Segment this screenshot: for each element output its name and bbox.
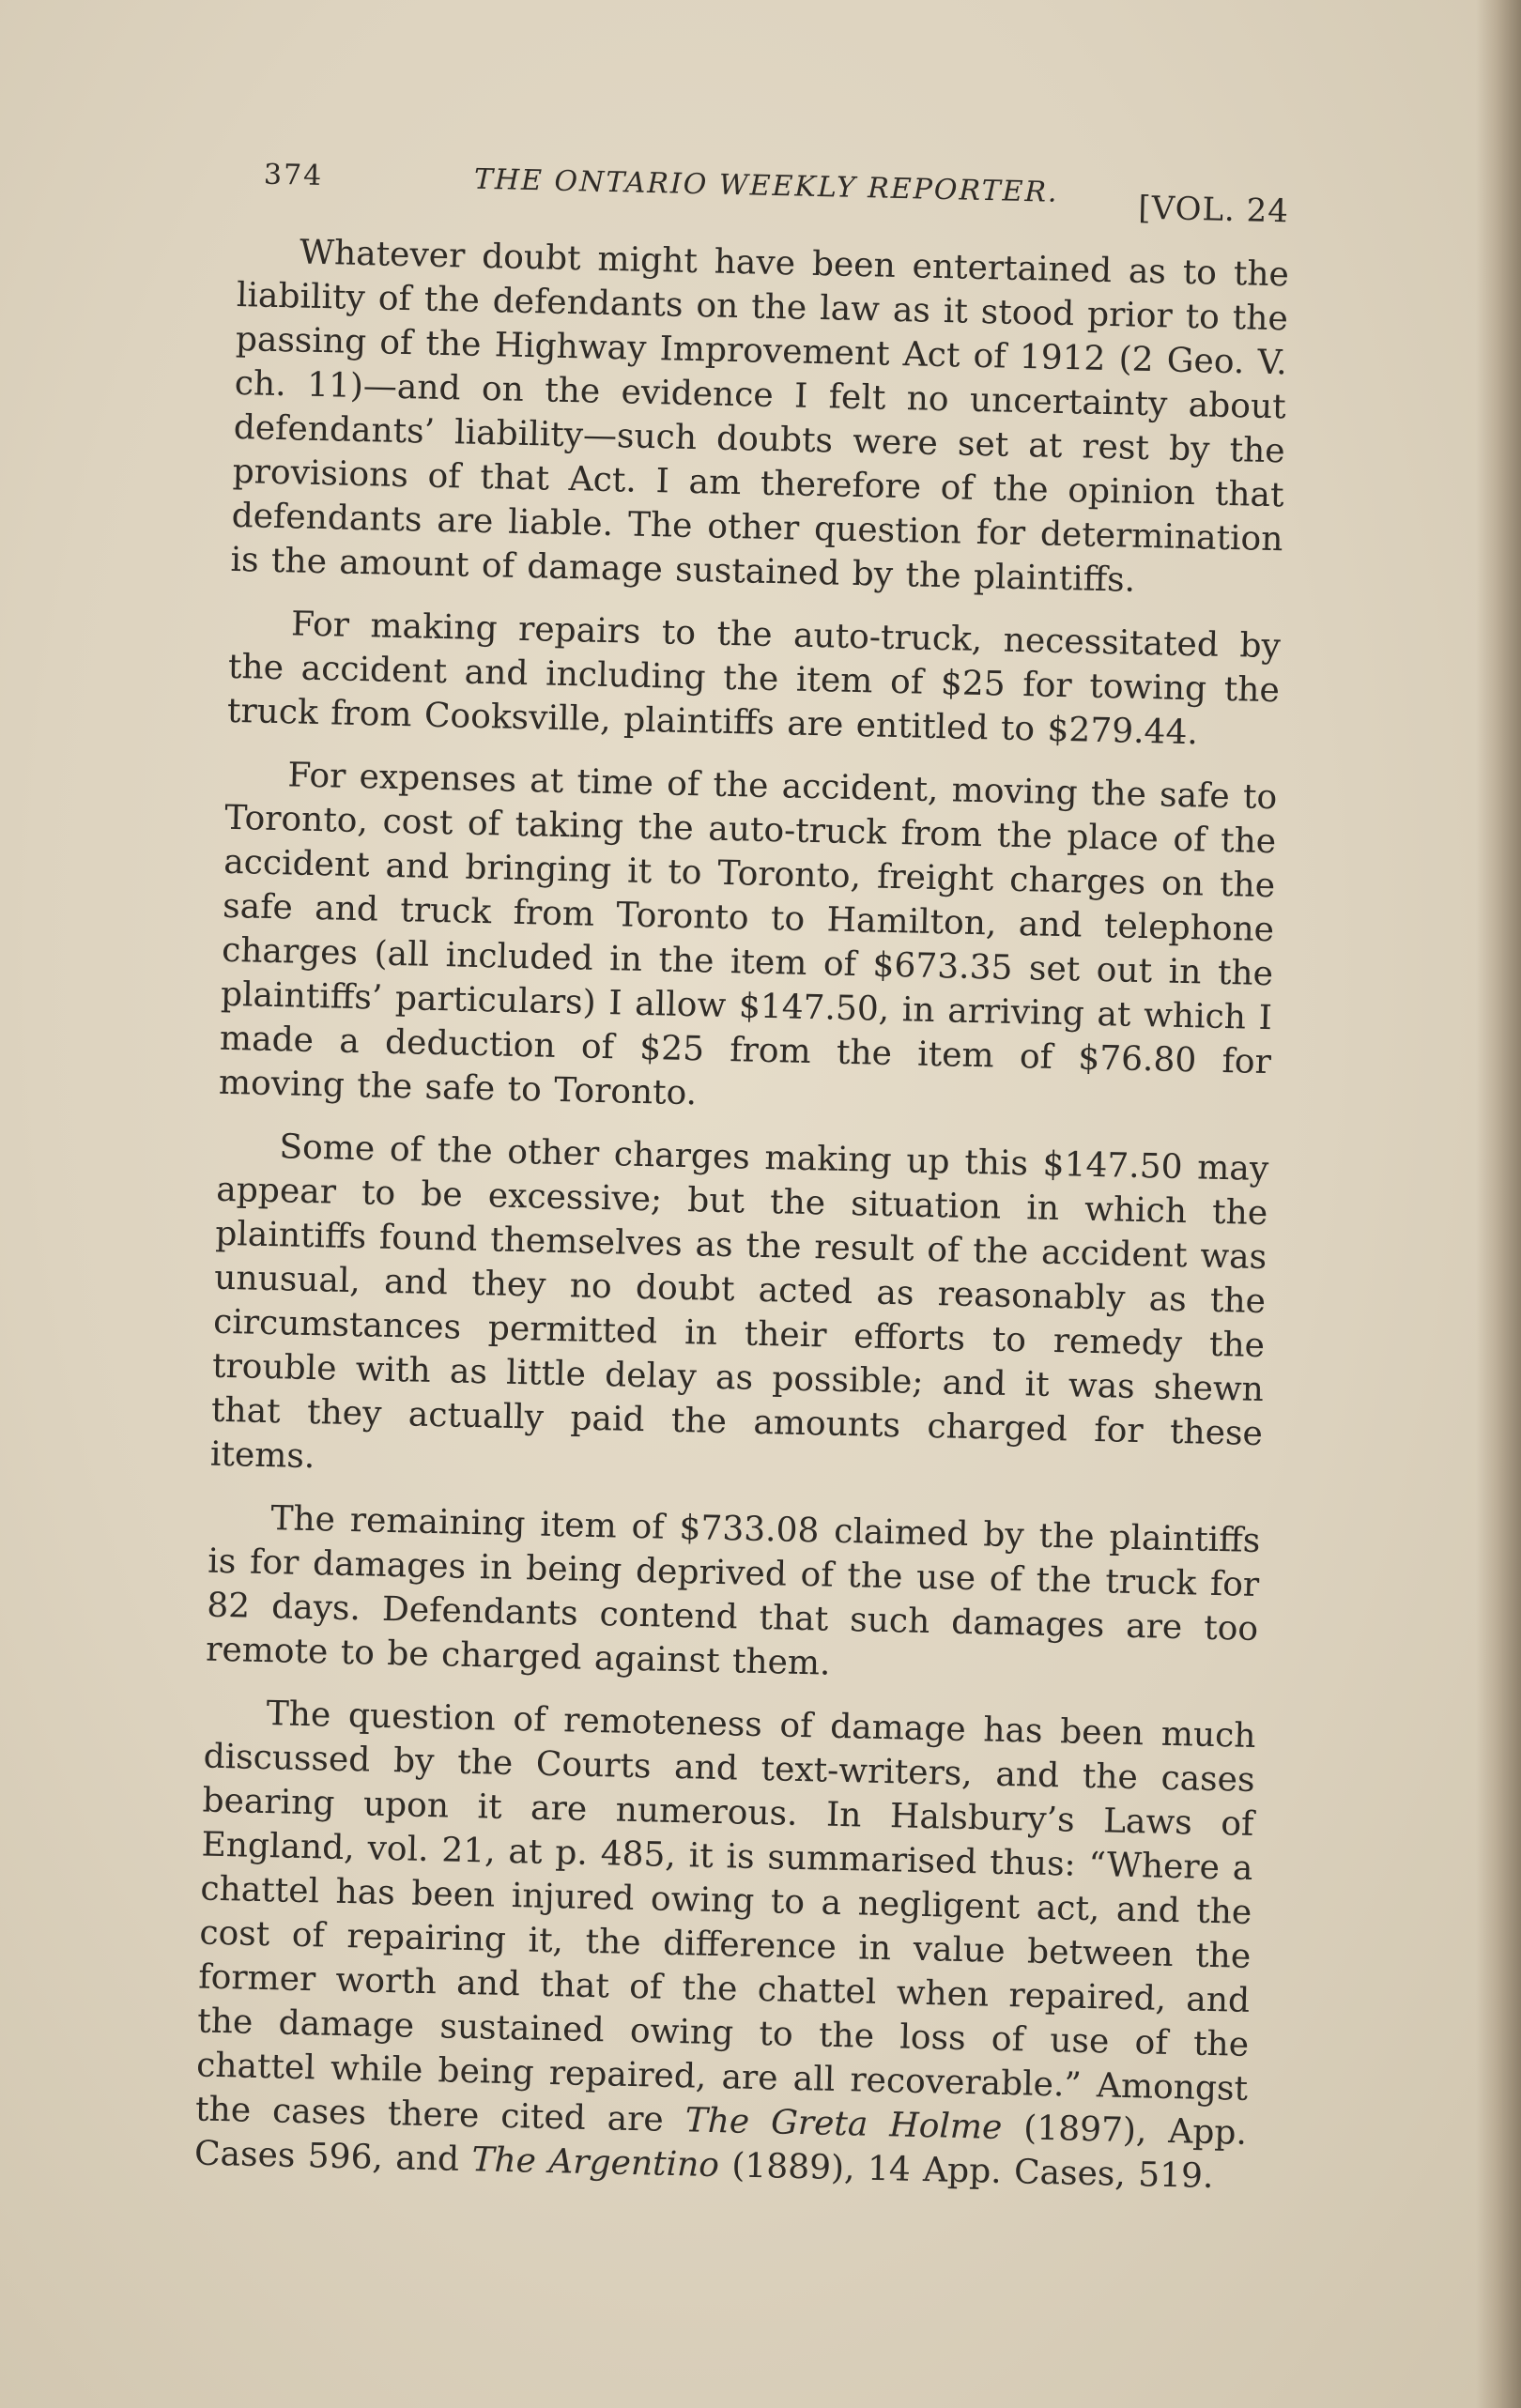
case-citation-greta-holme: The Greta Holme xyxy=(684,2101,1003,2147)
remoteness-text-middle: (1897), App. Cases 596, and xyxy=(193,2108,1248,2180)
remoteness-text-end: (1889), 14 App. Cases, 519. xyxy=(718,2146,1214,2197)
paragraph-liability: Whatever doubt might have been entertained as to the liability of the defendants on the law as it stood prior to the passing of the Highway Improvement Act of 1912 (2 Geo. V. ch. 11)—and on the evidence I felt no uncertainty about defendants’ liability—such doubts were set at rest by the provisions of that Act. I am therefore of the opinion that defendants are liable. The other question for determination is the amount of damage sustained by the plaintiffs. xyxy=(230,233,1290,600)
paragraph-remaining-item: The remaining item of $733.08 claimed by the plaintiffs is for damages in being deprived of the use of the truck for 82 days. Defendants contend that such damages are too remote to be charged against them. xyxy=(205,1499,1261,1683)
remoteness-text: The question of remoteness of damage has been much discussed by the Courts and text-writers, and the cases bearing upon it are numerous. In Halsbury’s Laws of England, vol. 21, at p. 485, it is summarised thus: “Where a chattel has been injured owing to a negligent act, and the cost of repairing it, the difference in value between the former worth and that of the chattel when repaired, and the damage sustained owing to the loss of use of the chattel while being repaired, are all recoverable.” Amongst the cases there cited are xyxy=(194,1695,1256,2140)
volume-number: [VOL. 24 xyxy=(1137,189,1290,231)
page-text-block xyxy=(193,131,1292,2218)
case-citation-argentino: The Argentino xyxy=(471,2140,720,2186)
page-number: 374 xyxy=(263,158,324,193)
paragraph-other-charges: Some of the other charges making up this $147.50 may appear to be excessive; but the situation in which the plaintiffs found themselves as the result of the accident was unusual, and they no doubt acted as reasonably as the circumstances permitted in their efforts to remedy the trouble with as little delay as possible; and it was shewn that they actually paid the amounts charged for these items. xyxy=(209,1127,1269,1477)
running-head xyxy=(238,131,1292,230)
paragraph-remoteness xyxy=(194,1691,1256,2200)
paragraph-repairs: For making repairs to the auto-truck, necessitated by the accident and including the item of $25 for towing the truck from Cooksville, plaintiffs are entitled to $279.44. xyxy=(226,605,1282,753)
paragraph-expenses: For expenses at time of the accident, moving the safe to Toronto, cost of taking the auto-truck from the place of the accident and bringing it to Toronto, freight charges on the safe and truck from Toronto to Hamilton, and telephone charges (all included in the item of $673.35 set out in the plaintiffs’ particulars) I allow $147.50, in arriving at which I made a deduction of $25 from the item of $76.80 for moving the safe to Toronto. xyxy=(218,756,1278,1113)
journal-title: THE ONTARIO WEEKLY REPORTER. xyxy=(473,162,1059,209)
page-binding-shadow xyxy=(1476,0,1521,2408)
